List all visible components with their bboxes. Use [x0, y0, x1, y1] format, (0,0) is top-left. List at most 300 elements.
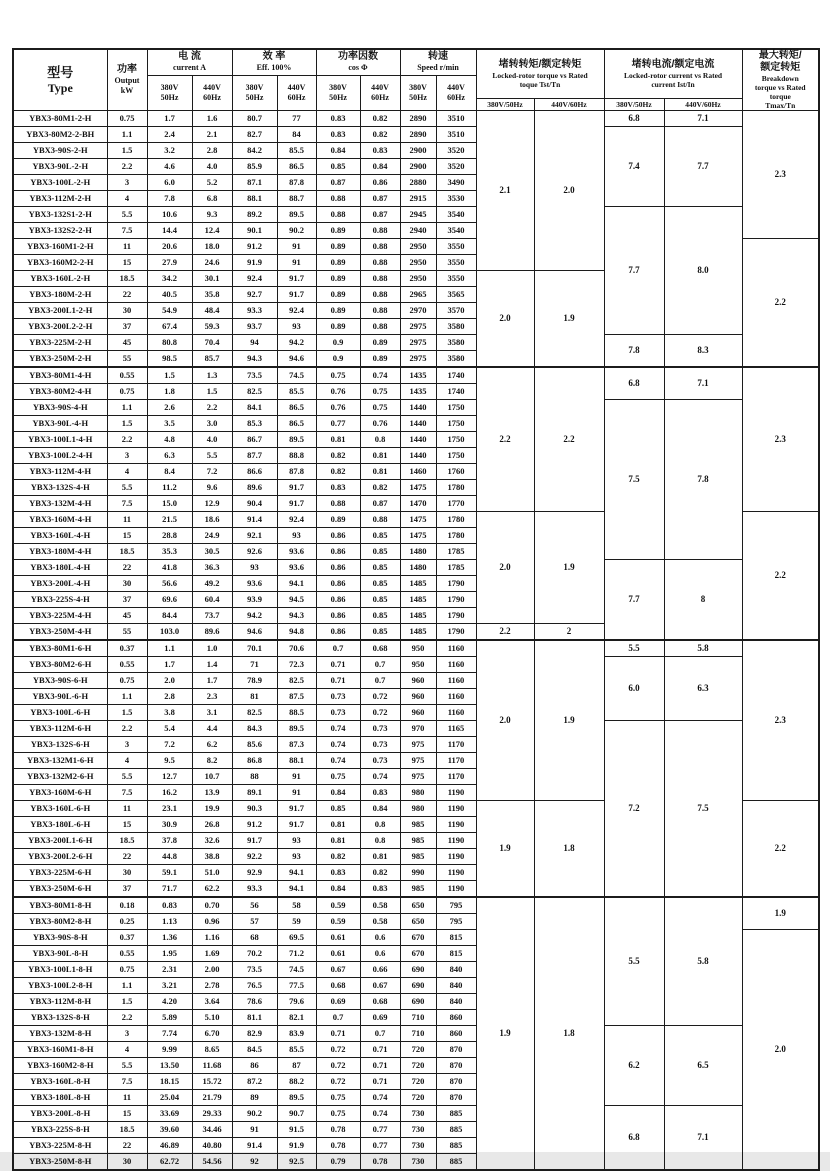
cell-value: 0.88	[360, 223, 400, 239]
cell-value: 8.4	[147, 464, 192, 480]
cell-value: 19.9	[192, 801, 232, 817]
cell-value: 7.2	[192, 464, 232, 480]
cell-value: 91.2	[232, 817, 277, 833]
cell-type: YBX3-90S-2-H	[13, 143, 107, 159]
cell-value: 1470	[400, 496, 436, 512]
cell-value: 0.55	[107, 946, 147, 962]
cell-value: 82.9	[232, 1026, 277, 1042]
cell-value: 6.2	[192, 737, 232, 753]
cell-value: 0.83	[316, 111, 360, 127]
cell-value: 20.6	[147, 239, 192, 255]
cell-value: 85.9	[232, 159, 277, 175]
cell-value: 57	[232, 914, 277, 930]
cell-value: 92.4	[232, 271, 277, 287]
header-label-line: 50Hz	[160, 92, 179, 102]
header-label-line: 50Hz	[409, 92, 427, 102]
cell-ist-440v: 5.8	[664, 640, 742, 657]
cell-value: 87.5	[277, 689, 316, 705]
col-header-ist	[604, 49, 742, 99]
cell-value: 26.8	[192, 817, 232, 833]
cell-value: 18.5	[107, 271, 147, 287]
cell-value: 9.6	[192, 480, 232, 496]
col-header-efficiency	[232, 49, 316, 75]
cell-value: 2950	[400, 255, 436, 271]
cell-value: 22	[107, 1138, 147, 1154]
cell-value: 885	[436, 1106, 476, 1122]
cell-value: 89.1	[232, 785, 277, 801]
header-label-line: toque Tst/Tn	[519, 80, 561, 89]
cell-value: 690	[400, 962, 436, 978]
cell-value: 3.8	[147, 705, 192, 721]
header-label-line: 380V	[245, 82, 264, 92]
header-row	[13, 49, 819, 75]
cell-value: 795	[436, 897, 476, 914]
cell-value: 860	[436, 1026, 476, 1042]
cell-value: 2975	[400, 319, 436, 335]
header-label-line: 440V	[447, 82, 465, 92]
cell-value: 91	[277, 769, 316, 785]
cell-value: 84.2	[232, 143, 277, 159]
cell-value: 0.88	[360, 271, 400, 287]
cell-value: 13.9	[192, 785, 232, 801]
cell-value: 30.1	[192, 271, 232, 287]
cell-value: 1.5	[107, 416, 147, 432]
cell-value: 93	[232, 560, 277, 576]
cell-value: 0.81	[316, 817, 360, 833]
cell-value: 7.5	[107, 1074, 147, 1090]
cell-value: 1.6	[192, 111, 232, 127]
cell-ist-380v: 7.5	[604, 400, 664, 560]
cell-value: 87.2	[232, 1074, 277, 1090]
cell-value: 1435	[400, 367, 436, 384]
cell-value: 3550	[436, 255, 476, 271]
cell-value: 4	[107, 753, 147, 769]
cell-ist-440v: 7.1	[664, 111, 742, 127]
header-label-line: 380V	[409, 82, 427, 92]
subheader-380v-50hz	[476, 99, 534, 111]
cell-value: 0.89	[316, 255, 360, 271]
cell-type: YBX3-160M1-8-H	[13, 1042, 107, 1058]
cell-value: 1.4	[192, 657, 232, 673]
cell-type: YBX3-200L2-2-H	[13, 319, 107, 335]
header-label-line: 最大转矩/	[758, 50, 802, 61]
cell-value: 0.81	[316, 432, 360, 448]
cell-value: 88.2	[277, 1074, 316, 1090]
cell-value: 0.74	[316, 721, 360, 737]
cell-value: 86	[232, 1058, 277, 1074]
cell-type: YBX3-90L-8-H	[13, 946, 107, 962]
cell-value: 985	[400, 881, 436, 898]
cell-value: 0.86	[360, 175, 400, 191]
cell-type: YBX3-225M-8-H	[13, 1138, 107, 1154]
cell-value: 25.04	[147, 1090, 192, 1106]
cell-type: YBX3-80M2-8-H	[13, 914, 107, 930]
subheader-380v-50hz	[604, 99, 664, 111]
cell-value: 2975	[400, 351, 436, 368]
cell-tmax: 2.0	[742, 930, 819, 1171]
cell-value: 0.68	[316, 978, 360, 994]
cell-value: 11	[107, 1090, 147, 1106]
cell-value: 1750	[436, 416, 476, 432]
cell-value: 1160	[436, 689, 476, 705]
cell-value: 13.50	[147, 1058, 192, 1074]
cell-value: 0.75	[107, 962, 147, 978]
cell-value: 89.6	[192, 624, 232, 641]
cell-value: 1485	[400, 608, 436, 624]
cell-tmax: 1.9	[742, 897, 819, 930]
cell-value: 94.1	[277, 881, 316, 898]
cell-value: 0.83	[147, 897, 192, 914]
cell-value: 46.89	[147, 1138, 192, 1154]
cell-type: YBX3-250M-2-H	[13, 351, 107, 368]
cell-value: 70.1	[232, 640, 277, 657]
col-header-output	[107, 49, 147, 111]
cell-value: 0.82	[316, 849, 360, 865]
cell-ist-380v: 6.8	[604, 111, 664, 127]
cell-value: 1790	[436, 576, 476, 592]
cell-value: 0.78	[360, 1154, 400, 1171]
cell-value: 23.1	[147, 801, 192, 817]
cell-value: 0.59	[316, 897, 360, 914]
cell-value: 0.71	[316, 657, 360, 673]
cell-type: YBX3-160M2-8-H	[13, 1058, 107, 1074]
cell-value: 0.85	[360, 544, 400, 560]
cell-value: 0.67	[316, 962, 360, 978]
table-row	[13, 1106, 819, 1122]
cell-value: 86.6	[232, 464, 277, 480]
cell-value: 11	[107, 512, 147, 528]
cell-value: 93.9	[232, 592, 277, 608]
cell-value: 0.66	[360, 962, 400, 978]
cell-ist-380v: 7.7	[604, 207, 664, 335]
cell-value: 35.8	[192, 287, 232, 303]
cell-value: 76.5	[232, 978, 277, 994]
cell-value: 72.3	[277, 657, 316, 673]
cell-value: 93	[277, 849, 316, 865]
cell-value: 0.72	[316, 1058, 360, 1074]
cell-value: 0.76	[316, 400, 360, 416]
cell-value: 0.55	[107, 657, 147, 673]
header-label-line: 60Hz	[287, 92, 306, 102]
cell-value: 18.15	[147, 1074, 192, 1090]
cell-type: YBX3-160L-6-H	[13, 801, 107, 817]
cell-value: 34.2	[147, 271, 192, 287]
cell-value: 1480	[400, 560, 436, 576]
cell-value: 67.4	[147, 319, 192, 335]
cell-value: 0.84	[360, 159, 400, 175]
cell-value: 18.5	[107, 1122, 147, 1138]
cell-value: 2965	[400, 287, 436, 303]
cell-value: 59	[277, 914, 316, 930]
cell-value: 86.5	[277, 416, 316, 432]
cell-value: 82.5	[232, 705, 277, 721]
cell-value: 85.3	[232, 416, 277, 432]
cell-value: 0.74	[316, 753, 360, 769]
cell-value: 0.88	[360, 255, 400, 271]
cell-value: 15	[107, 255, 147, 271]
cell-value: 0.86	[316, 544, 360, 560]
cell-value: 860	[436, 1010, 476, 1026]
cell-value: 0.55	[107, 367, 147, 384]
cell-value: 7.5	[107, 785, 147, 801]
header-label-line: torque	[769, 92, 791, 101]
cell-value: 0.78	[316, 1138, 360, 1154]
cell-value: 720	[400, 1074, 436, 1090]
cell-value: 0.58	[360, 897, 400, 914]
header-label-line: torque vs Rated	[754, 83, 806, 92]
cell-value: 93.6	[232, 576, 277, 592]
cell-value: 0.73	[360, 753, 400, 769]
cell-value: 91.7	[277, 480, 316, 496]
cell-value: 9.5	[147, 753, 192, 769]
cell-ist-380v: 5.5	[604, 640, 664, 657]
cell-value: 0.6	[360, 946, 400, 962]
cell-value: 0.85	[360, 592, 400, 608]
cell-value: 0.8	[360, 432, 400, 448]
cell-type: YBX3-80M1-2-H	[13, 111, 107, 127]
subheader-380v-50hz	[316, 75, 360, 111]
cell-value: 0.88	[360, 287, 400, 303]
cell-tmax: 2.2	[742, 239, 819, 368]
cell-value: 1190	[436, 817, 476, 833]
cell-value: 49.2	[192, 576, 232, 592]
cell-ist-380v: 6.8	[604, 367, 664, 400]
cell-value: 730	[400, 1138, 436, 1154]
cell-type: YBX3-250M-8-H	[13, 1154, 107, 1171]
cell-value: 1190	[436, 785, 476, 801]
cell-value: 0.85	[360, 576, 400, 592]
spec-table	[12, 48, 820, 1171]
cell-value: 0.89	[360, 335, 400, 351]
cell-value: 0.73	[316, 705, 360, 721]
cell-value: 3520	[436, 143, 476, 159]
cell-value: 40.80	[192, 1138, 232, 1154]
cell-value: 93.6	[277, 544, 316, 560]
cell-value: 0.86	[316, 592, 360, 608]
cell-value: 58	[277, 897, 316, 914]
cell-value: 0.82	[316, 448, 360, 464]
cell-value: 960	[400, 689, 436, 705]
cell-value: 21.5	[147, 512, 192, 528]
cell-ist-380v: 5.5	[604, 897, 664, 1026]
cell-value: 0.69	[316, 994, 360, 1010]
cell-value: 0.82	[360, 480, 400, 496]
cell-value: 2.2	[107, 159, 147, 175]
cell-value: 1480	[400, 544, 436, 560]
cell-value: 74.5	[277, 962, 316, 978]
cell-value: 90.1	[232, 223, 277, 239]
cell-type: YBX3-90S-8-H	[13, 930, 107, 946]
cell-value: 5.2	[192, 175, 232, 191]
subheader-380v-50hz	[400, 75, 436, 111]
cell-value: 0.72	[316, 1042, 360, 1058]
cell-value: 91.2	[232, 239, 277, 255]
cell-value: 885	[436, 1154, 476, 1171]
cell-value: 94.3	[277, 608, 316, 624]
cell-type: YBX3-225M-2-H	[13, 335, 107, 351]
table-row	[13, 335, 819, 351]
cell-value: 2975	[400, 335, 436, 351]
cell-value: 14.4	[147, 223, 192, 239]
cell-value: 840	[436, 978, 476, 994]
cell-value: 1160	[436, 673, 476, 689]
cell-value: 1790	[436, 592, 476, 608]
cell-value: 35.3	[147, 544, 192, 560]
cell-value: 1485	[400, 624, 436, 641]
cell-value: 0.6	[360, 930, 400, 946]
cell-value: 84.3	[232, 721, 277, 737]
cell-value: 87.3	[277, 737, 316, 753]
cell-value: 1440	[400, 448, 436, 464]
cell-value: 22	[107, 560, 147, 576]
cell-value: 93	[277, 319, 316, 335]
cell-value: 0.82	[316, 464, 360, 480]
cell-value: 88	[232, 769, 277, 785]
cell-value: 12.4	[192, 223, 232, 239]
cell-ist-380v: 7.2	[604, 721, 664, 898]
header-label-line: 380V/50Hz	[616, 100, 652, 109]
header-label-line: 440V	[371, 82, 389, 92]
cell-value: 0.68	[360, 994, 400, 1010]
cell-value: 0.85	[316, 159, 360, 175]
cell-value: 70.2	[232, 946, 277, 962]
cell-value: 0.8	[360, 817, 400, 833]
cell-value: 0.81	[360, 849, 400, 865]
cell-value: 37	[107, 881, 147, 898]
cell-value: 77	[277, 111, 316, 127]
cell-value: 720	[400, 1090, 436, 1106]
cell-value: 0.82	[360, 111, 400, 127]
cell-value: 1.95	[147, 946, 192, 962]
cell-value: 7.2	[147, 737, 192, 753]
cell-value: 3490	[436, 175, 476, 191]
header-label-line: current A	[173, 63, 206, 73]
cell-tst-380v: 2.0	[476, 640, 534, 801]
cell-value: 1190	[436, 849, 476, 865]
cell-value: 0.59	[316, 914, 360, 930]
cell-ist-380v: 6.8	[604, 1106, 664, 1171]
cell-type: YBX3-100L1-8-H	[13, 962, 107, 978]
cell-type: YBX3-80M1-6-H	[13, 640, 107, 657]
cell-ist-440v: 7.7	[664, 127, 742, 207]
cell-value: 990	[400, 865, 436, 881]
header-label-line: Type	[47, 81, 73, 95]
cell-value: 51.0	[192, 865, 232, 881]
cell-value: 0.87	[360, 496, 400, 512]
cell-value: 0.88	[316, 496, 360, 512]
cell-ist-440v: 5.8	[664, 897, 742, 1026]
cell-value: 94.1	[277, 865, 316, 881]
cell-value: 0.9	[316, 351, 360, 368]
col-header-speed	[400, 49, 476, 75]
cell-type: YBX3-225S-4-H	[13, 592, 107, 608]
cell-value: 30	[107, 1154, 147, 1171]
table-row	[13, 127, 819, 143]
cell-value: 1.1	[107, 978, 147, 994]
cell-value: 4	[107, 1042, 147, 1058]
cell-value: 91.4	[232, 1138, 277, 1154]
table-row	[13, 721, 819, 737]
header-label-line: Output	[114, 76, 140, 85]
cell-value: 0.67	[360, 978, 400, 994]
cell-value: 1750	[436, 432, 476, 448]
cell-type: YBX3-90L-2-H	[13, 159, 107, 175]
cell-value: 0.74	[360, 1106, 400, 1122]
cell-ist-440v: 7.1	[664, 367, 742, 400]
cell-ist-440v: 6.5	[664, 1026, 742, 1106]
cell-value: 33.69	[147, 1106, 192, 1122]
cell-value: 3550	[436, 239, 476, 255]
cell-value: 1760	[436, 464, 476, 480]
cell-value: 1.5	[192, 384, 232, 400]
cell-type: YBX3-80M1-8-H	[13, 897, 107, 914]
cell-value: 86.5	[277, 400, 316, 416]
header-label-line: Breakdown	[761, 74, 799, 83]
cell-value: 0.83	[360, 143, 400, 159]
cell-value: 0.75	[360, 400, 400, 416]
cell-value: 3570	[436, 303, 476, 319]
cell-value: 10.6	[147, 207, 192, 223]
cell-value: 1785	[436, 560, 476, 576]
cell-value: 1750	[436, 448, 476, 464]
cell-value: 0.69	[360, 1010, 400, 1026]
cell-value: 1475	[400, 480, 436, 496]
cell-value: 0.81	[360, 448, 400, 464]
cell-tmax: 2.3	[742, 367, 819, 512]
cell-value: 87	[277, 1058, 316, 1074]
cell-value: 815	[436, 930, 476, 946]
cell-value: 92.6	[232, 544, 277, 560]
cell-value: 0.88	[316, 207, 360, 223]
header-label-line: 60Hz	[203, 92, 221, 102]
cell-type: YBX3-80M1-4-H	[13, 367, 107, 384]
cell-value: 2.2	[192, 400, 232, 416]
cell-value: 91.7	[277, 271, 316, 287]
header-label-line: Eff. 100%	[256, 63, 292, 73]
cell-value: 1785	[436, 544, 476, 560]
cell-value: 2.2	[107, 721, 147, 737]
cell-value: 92.7	[232, 287, 277, 303]
cell-value: 0.86	[316, 608, 360, 624]
cell-type: YBX3-112M-6-H	[13, 721, 107, 737]
cell-value: 30	[107, 576, 147, 592]
cell-value: 91	[232, 1122, 277, 1138]
cell-value: 0.75	[316, 367, 360, 384]
cell-value: 1780	[436, 512, 476, 528]
cell-value: 3	[107, 737, 147, 753]
cell-value: 1770	[436, 496, 476, 512]
cell-value: 94.6	[277, 351, 316, 368]
cell-value: 5.5	[192, 448, 232, 464]
cell-value: 45	[107, 335, 147, 351]
cell-value: 670	[400, 930, 436, 946]
cell-value: 0.87	[316, 175, 360, 191]
table-row	[13, 111, 819, 127]
cell-value: 37	[107, 592, 147, 608]
cell-value: 87.7	[232, 448, 277, 464]
table-row	[13, 560, 819, 576]
cell-value: 39.60	[147, 1122, 192, 1138]
cell-type: YBX3-132M-8-H	[13, 1026, 107, 1042]
cell-ist-380v: 7.4	[604, 127, 664, 207]
cell-value: 1440	[400, 400, 436, 416]
cell-value: 0.89	[316, 303, 360, 319]
cell-value: 650	[400, 914, 436, 930]
header-label-line: 440V/60Hz	[685, 100, 721, 109]
cell-value: 32.6	[192, 833, 232, 849]
subheader-440v-60hz	[192, 75, 232, 111]
cell-type: YBX3-90S-4-H	[13, 400, 107, 416]
